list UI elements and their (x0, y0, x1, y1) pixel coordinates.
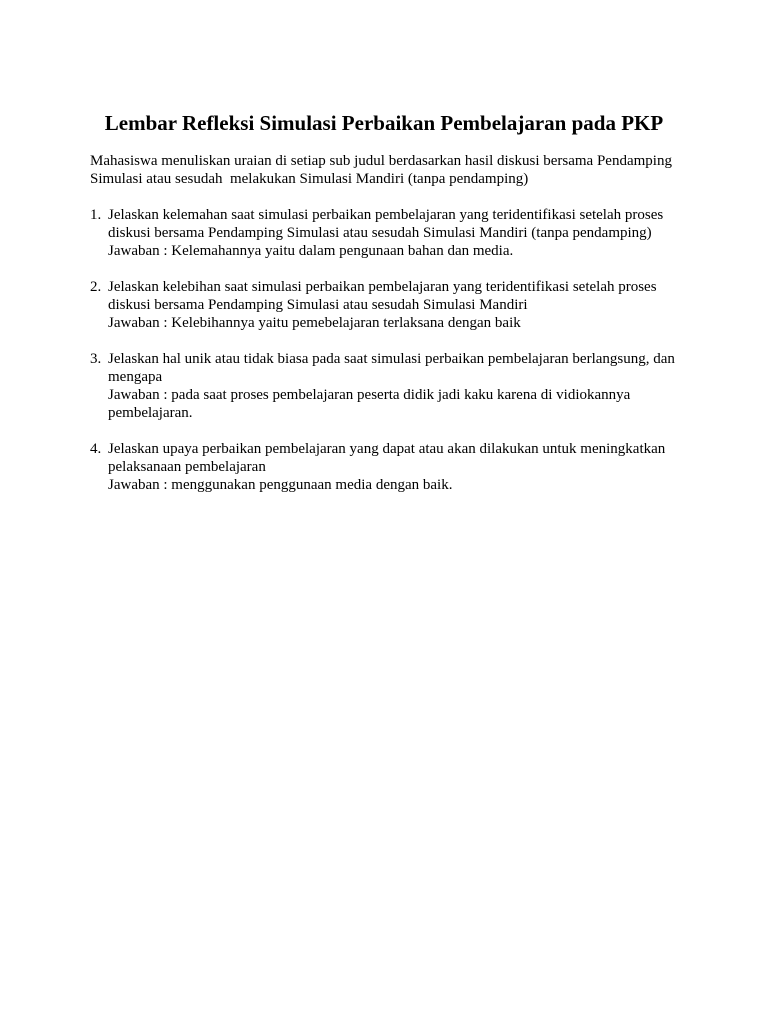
question-line: diskusi bersama Pendamping Simulasi atau sesudah Simulasi Mandiri (tanpa pendamping) (108, 225, 652, 241)
question-line: diskusi bersama Pendamping Simulasi atau sesudah Simulasi Mandiri (108, 297, 528, 313)
question-line: pelaksanaan pembelajaran (108, 459, 266, 475)
question-line: Jelaskan kelebihan saat simulasi perbaikan pembelajaran yang teridentifikasi setelah proses (108, 279, 657, 295)
answer-line: Jawaban : Kelebihannya yaitu pemebelajaran terlaksana dengan baik (108, 315, 521, 331)
item-number: 1. (90, 207, 102, 223)
question-line: Jelaskan kelemahan saat simulasi perbaikan pembelajaran yang teridentifikasi setelah proses (108, 207, 664, 223)
answer-line: pembelajaran. (108, 405, 193, 421)
answer-line: Jawaban : menggunakan penggunaan media dengan baik. (108, 477, 453, 493)
intro-line: Mahasiswa menuliskan uraian di setiap sub judul berdasarkan hasil diskusi bersama Pendamping (90, 153, 672, 169)
question-item-2 (90, 278, 690, 332)
intro-line: Simulasi atau sesudah melakukan Simulasi Mandiri (tanpa pendamping) (90, 171, 529, 187)
document-title: Lembar Refleksi Simulasi Perbaikan Pembelajaran pada PKP (104, 111, 664, 135)
item-number: 2. (90, 279, 102, 295)
question-item-4 (90, 440, 690, 494)
question-line: Jelaskan hal unik atau tidak biasa pada saat simulasi perbaikan pembelajaran berlangsung, dan (108, 351, 675, 367)
question-item-1 (90, 206, 690, 260)
item-number: 4. (90, 441, 102, 457)
question-item-3 (90, 350, 690, 422)
intro-paragraph (90, 152, 690, 188)
question-line: Jelaskan upaya perbaikan pembelajaran yang dapat atau akan dilakukan untuk meningkatkan (108, 441, 666, 457)
question-list (90, 206, 690, 512)
question-line: mengapa (108, 369, 163, 385)
item-number: 3. (90, 351, 102, 367)
answer-line: Jawaban : pada saat proses pembelajaran peserta didik jadi kaku karena di vidiokannya (108, 387, 631, 403)
answer-line: Jawaban : Kelemahannya yaitu dalam pengunaan bahan dan media. (108, 243, 514, 259)
